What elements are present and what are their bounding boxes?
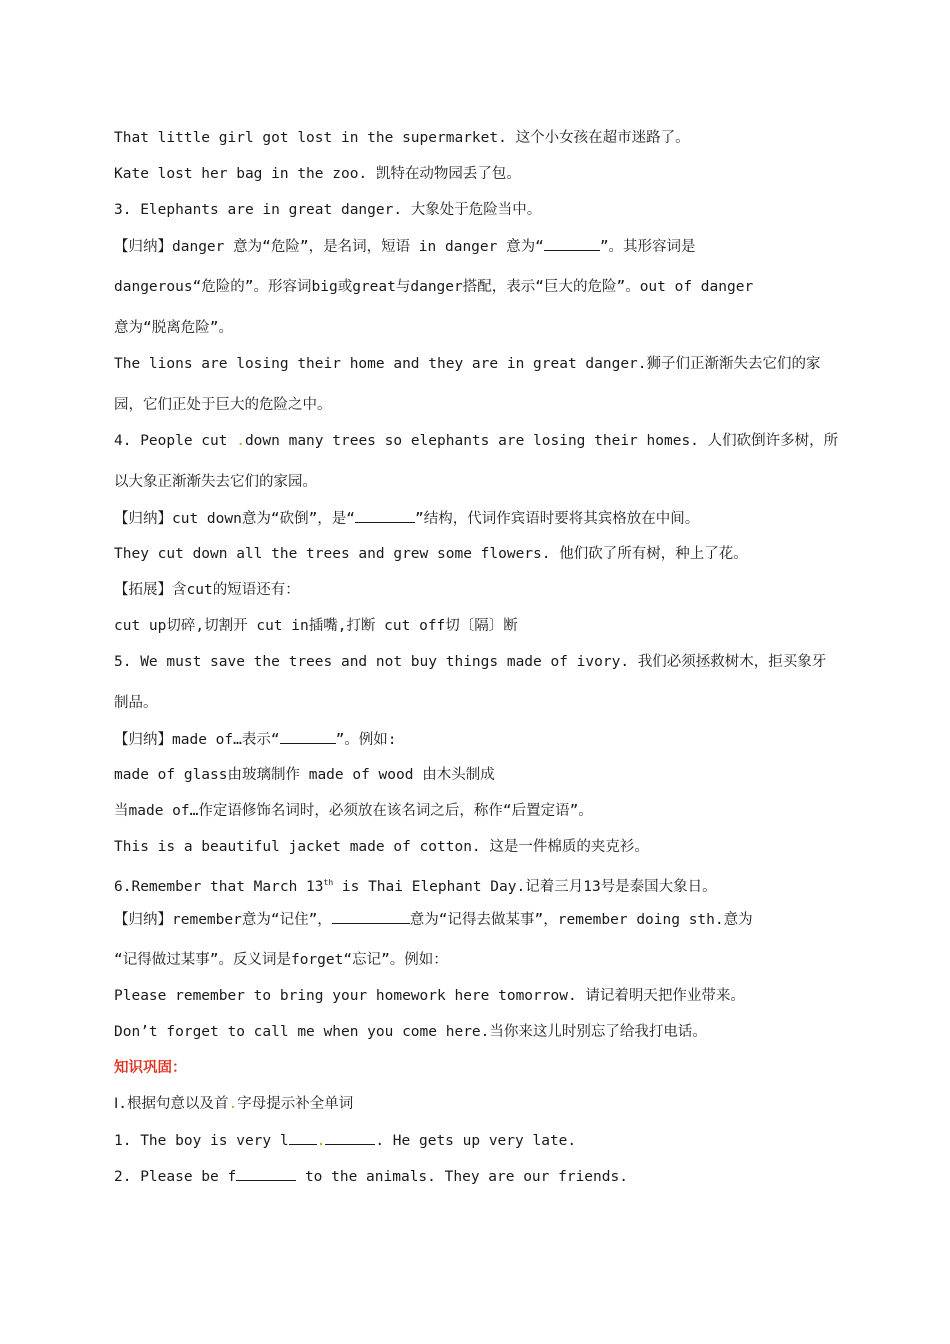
extension-cut: 【拓展】含cut的短语还有： bbox=[114, 582, 300, 598]
exercise-instruction-b: 字母提示补全单词 bbox=[237, 1096, 354, 1112]
exercise-item-1-b: . He gets up very late. bbox=[375, 1133, 577, 1149]
exercise-item-1-a: 1. The boy is very l bbox=[114, 1133, 289, 1149]
example-line-lost-girl: That little girl got lost in the supermarket. 这个小女孩在超市迷路了。 bbox=[114, 130, 690, 146]
sentence-5-cont: 制品。 bbox=[114, 695, 158, 711]
summary-cut-down-b: ”结构，代词作宾语时要将其宾格放在中间。 bbox=[415, 511, 700, 527]
summary-danger bbox=[114, 236, 838, 257]
summary-made-of-b: ”。例如: bbox=[335, 732, 397, 748]
sentence-3: 3. Elephants are in great danger. 大象处于危险当中。 bbox=[114, 202, 542, 218]
cut-phrases: cut up切碎,切割开 cut in插嘴,打断 cut off切〔隔〕断 bbox=[114, 618, 518, 634]
superscript-th: th bbox=[323, 878, 334, 887]
exercise-item-2 bbox=[114, 1166, 838, 1187]
example-forget: Don’t forget to call me when you come here.当你来这儿时别忘了给我打电话。 bbox=[114, 1024, 707, 1040]
sentence-4-cont: 以大象正渐渐失去它们的家园。 bbox=[114, 474, 317, 490]
sentence-4-a: 4. People cut bbox=[114, 433, 237, 449]
sentence-5: 5. We must save the trees and not buy things made of ivory. 我们必须拯救树木，拒买象牙 bbox=[114, 654, 827, 670]
sentence-4-b: down many trees so elephants are losing their homes. 人们砍倒许多树，所 bbox=[244, 433, 839, 449]
exercise-instruction bbox=[114, 1094, 838, 1114]
made-of-examples: made of glass由玻璃制作 made of wood 由木头制成 bbox=[114, 767, 495, 783]
fill-blank bbox=[544, 236, 600, 251]
summary-remember-b: 意为“记得去做某事”，remember doing sth.意为 bbox=[409, 912, 753, 928]
summary-remember bbox=[114, 909, 838, 930]
fill-blank bbox=[332, 909, 410, 924]
example-cut-down: They cut down all the trees and grew some flowers. 他们砍了所有树，种上了花。 bbox=[114, 546, 748, 562]
example-lions-cont: 园，它们正处于巨大的危险之中。 bbox=[114, 397, 332, 413]
marker-dot: . bbox=[228, 1096, 238, 1112]
sentence-6-b: is Thai Elephant Day.记着三月13号是泰国大象日。 bbox=[333, 878, 717, 895]
exercise-item-2-a: 2. Please be f bbox=[114, 1169, 237, 1185]
fill-blank[interactable] bbox=[236, 1166, 296, 1181]
example-line-kate: Kate lost her bag in the zoo. 凯特在动物园丢了包。 bbox=[114, 166, 521, 182]
summary-dangerous: dangerous“危险的”。形容词big或great与danger搭配，表示“巨大的危险”。out of danger bbox=[114, 279, 754, 295]
example-remember: Please remember to bring your homework here tomorrow. 请记着明天把作业带来。 bbox=[114, 988, 745, 1004]
example-lions: The lions are losing their home and they are in great danger.狮子们正渐渐失去它们的家 bbox=[114, 356, 821, 372]
made-of-rule: 当made of…作定语修饰名词时，必须放在该名词之后，称作“后置定语”。 bbox=[114, 803, 593, 819]
summary-cut-down bbox=[114, 508, 838, 529]
sentence-4 bbox=[114, 431, 838, 451]
summary-cut-down-a: 【归纳】cut down意为“砍倒”，是“ bbox=[114, 511, 356, 527]
sentence-6 bbox=[114, 873, 838, 897]
fill-blank[interactable] bbox=[325, 1130, 375, 1145]
fill-blank bbox=[355, 508, 415, 523]
summary-made-of bbox=[114, 729, 838, 750]
marker-dot: . bbox=[236, 433, 245, 449]
fill-blank[interactable] bbox=[289, 1130, 317, 1145]
summary-danger-text-a: 【归纳】danger 意为“危险”，是名词，短语 in danger 意为“ bbox=[114, 239, 544, 255]
marker-dot: . bbox=[316, 1133, 326, 1149]
exercise-instruction-a: Ⅰ.根据句意以及首 bbox=[114, 1096, 229, 1112]
sentence-6-a: 6.Remember that March 13 bbox=[114, 878, 324, 895]
exercise-item-1 bbox=[114, 1130, 838, 1151]
summary-made-of-a: 【归纳】made of…表示“ bbox=[114, 732, 280, 748]
summary-remember-cont: “记得做过某事”。反义词是forget“忘记”。例如： bbox=[114, 952, 448, 968]
summary-remember-a: 【归纳】remember意为“记住”， bbox=[114, 912, 332, 928]
example-jacket: This is a beautiful jacket made of cotton. 这是一件棉质的夹克衫。 bbox=[114, 839, 649, 855]
summary-danger-text-b: ”。其形容词是 bbox=[599, 239, 696, 255]
exercise-item-2-b: to the animals. They are our friends. bbox=[296, 1169, 628, 1185]
fill-blank bbox=[280, 729, 336, 744]
section-heading-consolidation: 知识巩固： bbox=[114, 1060, 187, 1076]
summary-out-of-danger: 意为“脱离危险”。 bbox=[114, 320, 233, 336]
